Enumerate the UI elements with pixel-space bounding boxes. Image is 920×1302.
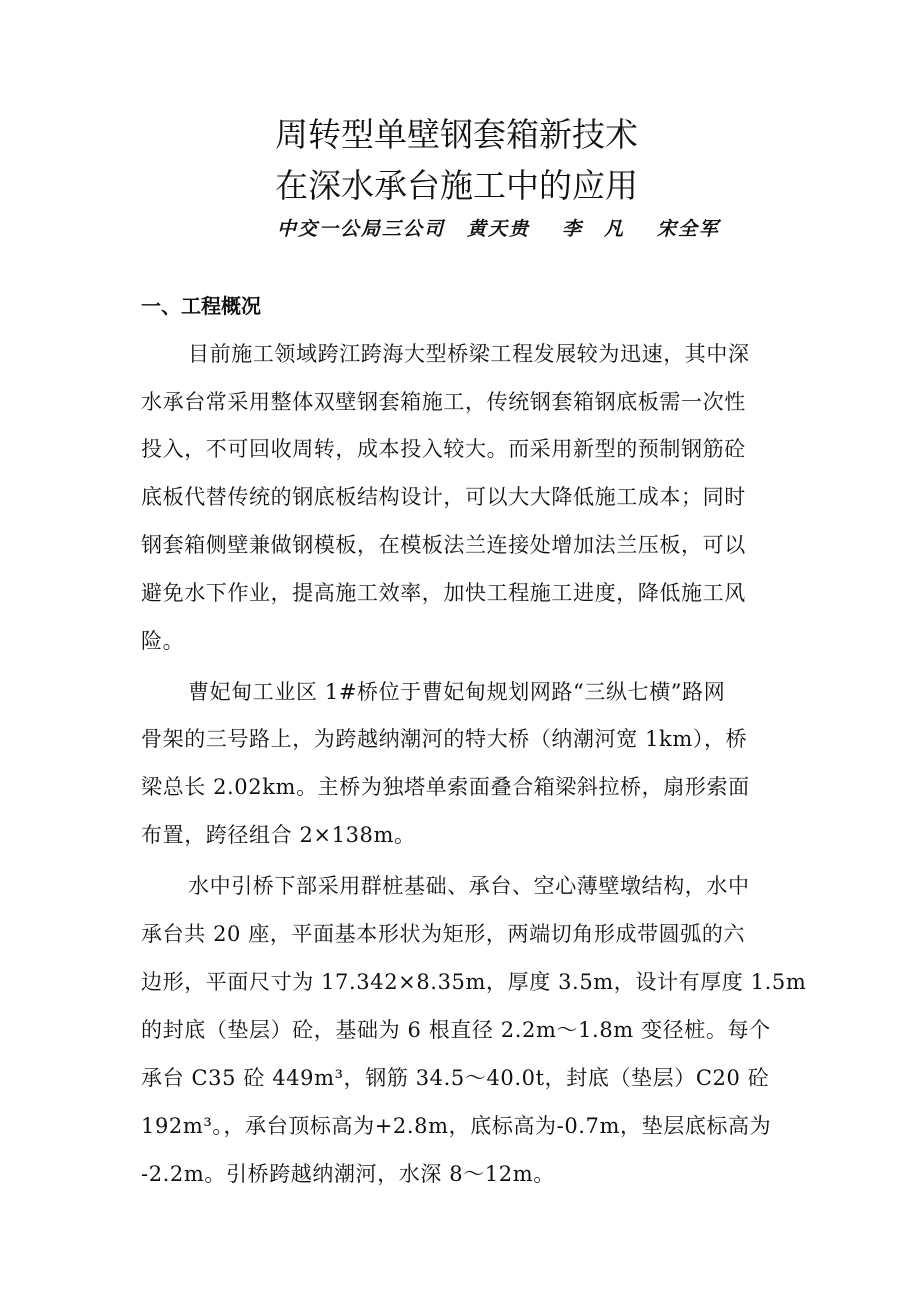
byline-author: 李 凡 xyxy=(562,218,626,240)
title-line-2: 在深水承台施工中的应用 xyxy=(275,166,638,205)
paragraph-line: 险。 xyxy=(141,629,185,653)
paragraph-line: 投入，不可回收周转，成本投入较大。而采用新型的预制钢筋砼 xyxy=(141,437,746,461)
paragraph-line: 梁总长 2.02km。主桥为独塔单索面叠合箱梁斜拉桥，扇形索面 xyxy=(141,775,750,799)
byline-organization: 中交一公局三公司 xyxy=(277,218,446,240)
paragraph-line: 底板代替传统的钢底板结构设计，可以大大降低施工成本；同时 xyxy=(141,485,746,509)
paragraph-line: -2.2m。引桥跨越纳潮河，水深 8～12m。 xyxy=(141,1162,555,1186)
paragraph-line: 承台 C35 砼 449m³，钢筋 34.5～40.0t，封底（垫层）C20 砼 xyxy=(141,1066,770,1090)
paragraph-line: 曹妃甸工业区 1#桥位于曹妃甸规划网路“三纵七横”路网 xyxy=(188,680,726,704)
paragraph-line: 钢套箱侧壁兼做钢模板，在模板法兰连接处增加法兰压板，可以 xyxy=(141,533,746,557)
paragraph-line: 承台共 20 座，平面基本形状为矩形，两端切角形成带圆弧的六 xyxy=(141,922,746,946)
paragraph-line: 布置，跨径组合 2×138m。 xyxy=(141,823,416,847)
section-heading: 一、工程概况 xyxy=(141,294,261,318)
paragraph-line: 避免水下作业，提高施工效率，加快工程施工进度，降低施工风 xyxy=(141,581,746,605)
paragraph-line: 192m³。，承台顶标高为+2.8m，底标高为-0.7m，垫层底标高为 xyxy=(141,1114,772,1138)
paragraph-line: 目前施工领域跨江跨海大型桥梁工程发展较为迅速，其中深 xyxy=(188,342,750,366)
paragraph-line: 的封底（垫层）砼，基础为 6 根直径 2.2m～1.8m 变径桩。每个 xyxy=(141,1018,771,1042)
byline xyxy=(277,214,720,241)
paragraph-line: 骨架的三号路上，为跨越纳潮河的特大桥（纳潮河宽 1km），桥 xyxy=(141,727,748,751)
paragraph-line: 水承台常采用整体双壁钢套箱施工，传统钢套箱钢底板需一次性 xyxy=(141,390,746,414)
title-line-1: 周转型单壁钢套箱新技术 xyxy=(275,115,638,154)
paragraph-line: 边形，平面尺寸为 17.342×8.35m，厚度 3.5m，设计有厚度 1.5m xyxy=(141,970,807,994)
paragraph-line: 水中引桥下部采用群桩基础、承台、空心薄壁墩结构，水中 xyxy=(188,874,750,898)
byline-author: 黄天贵 xyxy=(467,218,531,240)
byline-author: 宋全军 xyxy=(657,218,721,240)
